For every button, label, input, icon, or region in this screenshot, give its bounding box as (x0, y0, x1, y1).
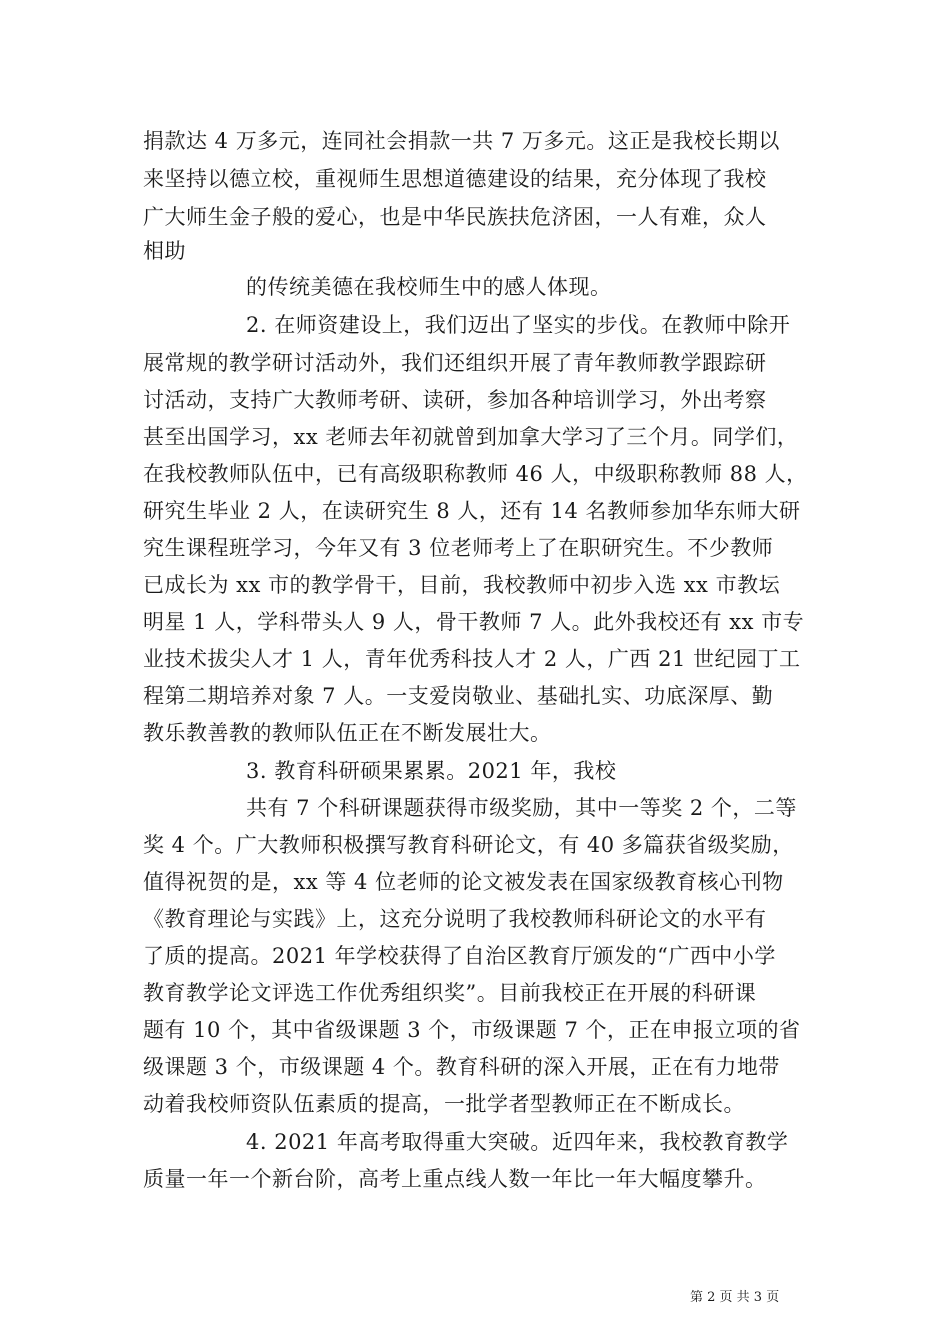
text-line: 教乐教善教的教师队伍正在不断发展壮大。 (143, 721, 552, 745)
text-line: 广大师生金子般的爱心，也是中华民族扶危济困，一人有难，众人 (143, 205, 767, 229)
text-line: 级课题 3 个，市级课题 4 个。教育科研的深入开展，正在有力地带 (143, 1055, 780, 1079)
text-line: 的传统美德在我校师生中的感人体现。 (246, 275, 612, 299)
text-line: 明星 1 人，学科带头人 9 人，骨干教师 7 人。此外我校还有 xx 市专 (143, 610, 805, 634)
text-line: 题有 10 个，其中省级课题 3 个，市级课题 7 个，正在申报立项的省 (143, 1018, 801, 1042)
text-line: 共有 7 个科研课题获得市级奖励，其中一等奖 2 个，二等 (246, 796, 797, 820)
text-line: 研究生毕业 2 人，在读研究生 8 人，还有 14 名教师参加华东师大研 (143, 499, 801, 523)
text-line: 已成长为 xx 市的教学骨干，目前，我校教师中初步入选 xx 市教坛 (143, 573, 781, 597)
text-line: 教育教学论文评选工作优秀组织奖”。目前我校正在开展的科研课 (143, 981, 757, 1005)
text-line: 奖 4 个。广大教师积极撰写教育科研论文，有 40 多篇获省级奖励， (143, 833, 794, 857)
text-line: 了质的提高。2021 年学校获得了自治区教育厅颁发的“广西中小学 (143, 944, 776, 968)
text-line: 动着我校师资队伍素质的提高，一批学者型教师正在不断成长。 (143, 1092, 745, 1116)
text-line: 甚至出国学习，xx 老师去年初就曾到加拿大学习了三个月。同学们， (143, 425, 799, 449)
text-line: 捐款达 4 万多元，连同社会捐款一共 7 万多元。这正是我校长期以 (143, 129, 780, 153)
text-line: 4. 2021 年高考取得重大突破。近四年来，我校教育教学 (246, 1130, 789, 1154)
text-line: 来坚持以德立校，重视师生思想道德建设的结果，充分体现了我校 (143, 167, 767, 191)
text-line: 程第二期培养对象 7 人。一支爱岗敬业、基础扎实、功底深厚、勤 (143, 684, 774, 708)
text-line: 《教育理论与实践》上，这充分说明了我校教师科研论文的水平有 (143, 907, 767, 931)
text-line: 究生课程班学习，今年又有 3 位老师考上了在职研究生。不少教师 (143, 536, 774, 560)
text-line: 3. 教育科研硕果累累。2021 年，我校 (246, 759, 617, 783)
text-line: 在我校教师队伍中，已有高级职称教师 46 人，中级职称教师 88 人， (143, 462, 808, 486)
text-line: 2. 在师资建设上，我们迈出了坚实的步伐。在教师中除开 (246, 313, 791, 337)
text-line: 值得祝贺的是，xx 等 4 位老师的论文被发表在国家级教育核心刊物 (143, 870, 784, 894)
text-line: 展常规的教学研讨活动外，我们还组织开展了青年教师教学跟踪研 (143, 351, 767, 375)
text-line: 质量一年一个新台阶，高考上重点线人数一年比一年大幅度攀升。 (143, 1167, 767, 1191)
text-line: 业技术拔尖人才 1 人，青年优秀科技人才 2 人，广西 21 世纪园丁工 (143, 647, 801, 671)
text-line: 讨活动，支持广大教师考研、读研，参加各种培训学习，外出考察 (143, 388, 767, 412)
text-line: 相助 (143, 239, 186, 263)
page-number-footer: 第 2 页 共 3 页 (690, 1290, 780, 1305)
